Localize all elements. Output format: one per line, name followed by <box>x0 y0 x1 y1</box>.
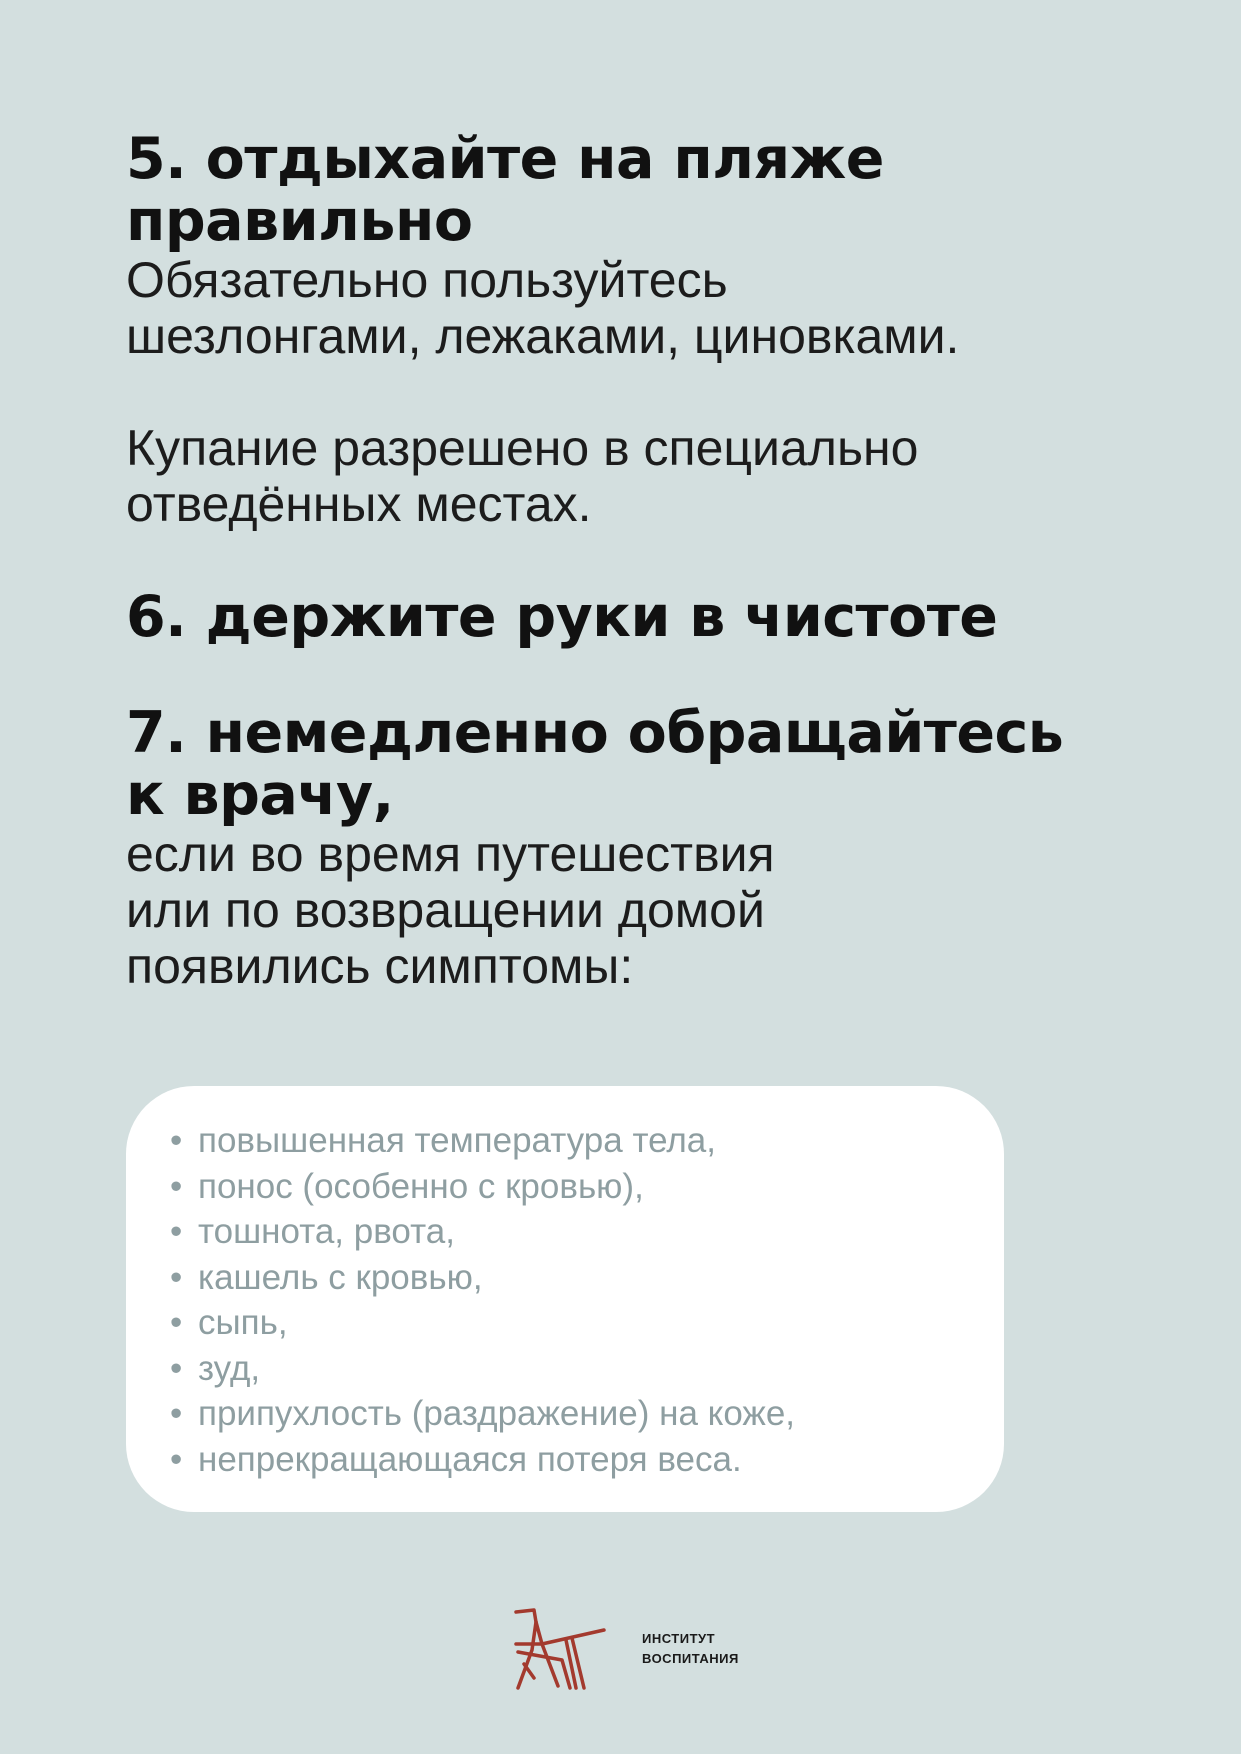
heading-line: 6. держите руки в чистоте <box>126 584 998 650</box>
main-content <box>126 128 1126 994</box>
logo-line-2: ВОСПИТАНИЯ <box>642 1651 739 1666</box>
symptom-item: • припухлость (раздражение) на коже, <box>170 1391 1004 1437</box>
symptom-card <box>126 1086 1004 1512</box>
text-line: отведённых местах. <box>126 476 592 532</box>
spacer <box>126 648 1126 702</box>
text-line: Обязательно пользуйтесь <box>126 252 728 308</box>
heading-line: к врачу, <box>126 762 394 828</box>
text-line: появились симптомы: <box>126 938 634 994</box>
section-7-paragraph <box>126 826 1126 994</box>
symptom-item: • тошнота, рвота, <box>170 1209 1004 1255</box>
section-5-heading <box>126 128 1126 252</box>
text-line: если во время путешествия <box>126 826 775 882</box>
symptom-item: • кашель с кровью, <box>170 1255 1004 1301</box>
spacer <box>126 364 1126 420</box>
section-5-paragraph-2 <box>126 420 1126 532</box>
symptom-item: • сыпь, <box>170 1300 1004 1346</box>
logo-line-1: ИНСТИТУТ <box>642 1631 716 1646</box>
symptom-item: • непрекращающаяся потеря веса. <box>170 1437 1004 1483</box>
institute-logo <box>512 1608 739 1690</box>
symptom-list <box>170 1118 1004 1482</box>
symptom-item: • зуд, <box>170 1346 1004 1392</box>
heading-line: правильно <box>126 188 473 254</box>
symptom-item: • понос (особенно с кровью), <box>170 1164 1004 1210</box>
section-5-paragraph-1 <box>126 252 1126 364</box>
text-line: или по возвращении домой <box>126 882 765 938</box>
spacer <box>126 532 1126 586</box>
section-7-heading <box>126 702 1126 826</box>
heading-line: 5. отдыхайте на пляже <box>126 126 884 192</box>
symptom-item: • повышенная температура тела, <box>170 1118 1004 1164</box>
section-6-heading <box>126 586 1126 648</box>
logo-text <box>642 1629 739 1669</box>
heading-line: 7. немедленно обращайтесь <box>126 700 1064 766</box>
text-line: шезлонгами, лежаками, циновками. <box>126 308 960 364</box>
horse-chair-logo-icon <box>512 1608 612 1690</box>
text-line: Купание разрешено в специально <box>126 420 919 476</box>
